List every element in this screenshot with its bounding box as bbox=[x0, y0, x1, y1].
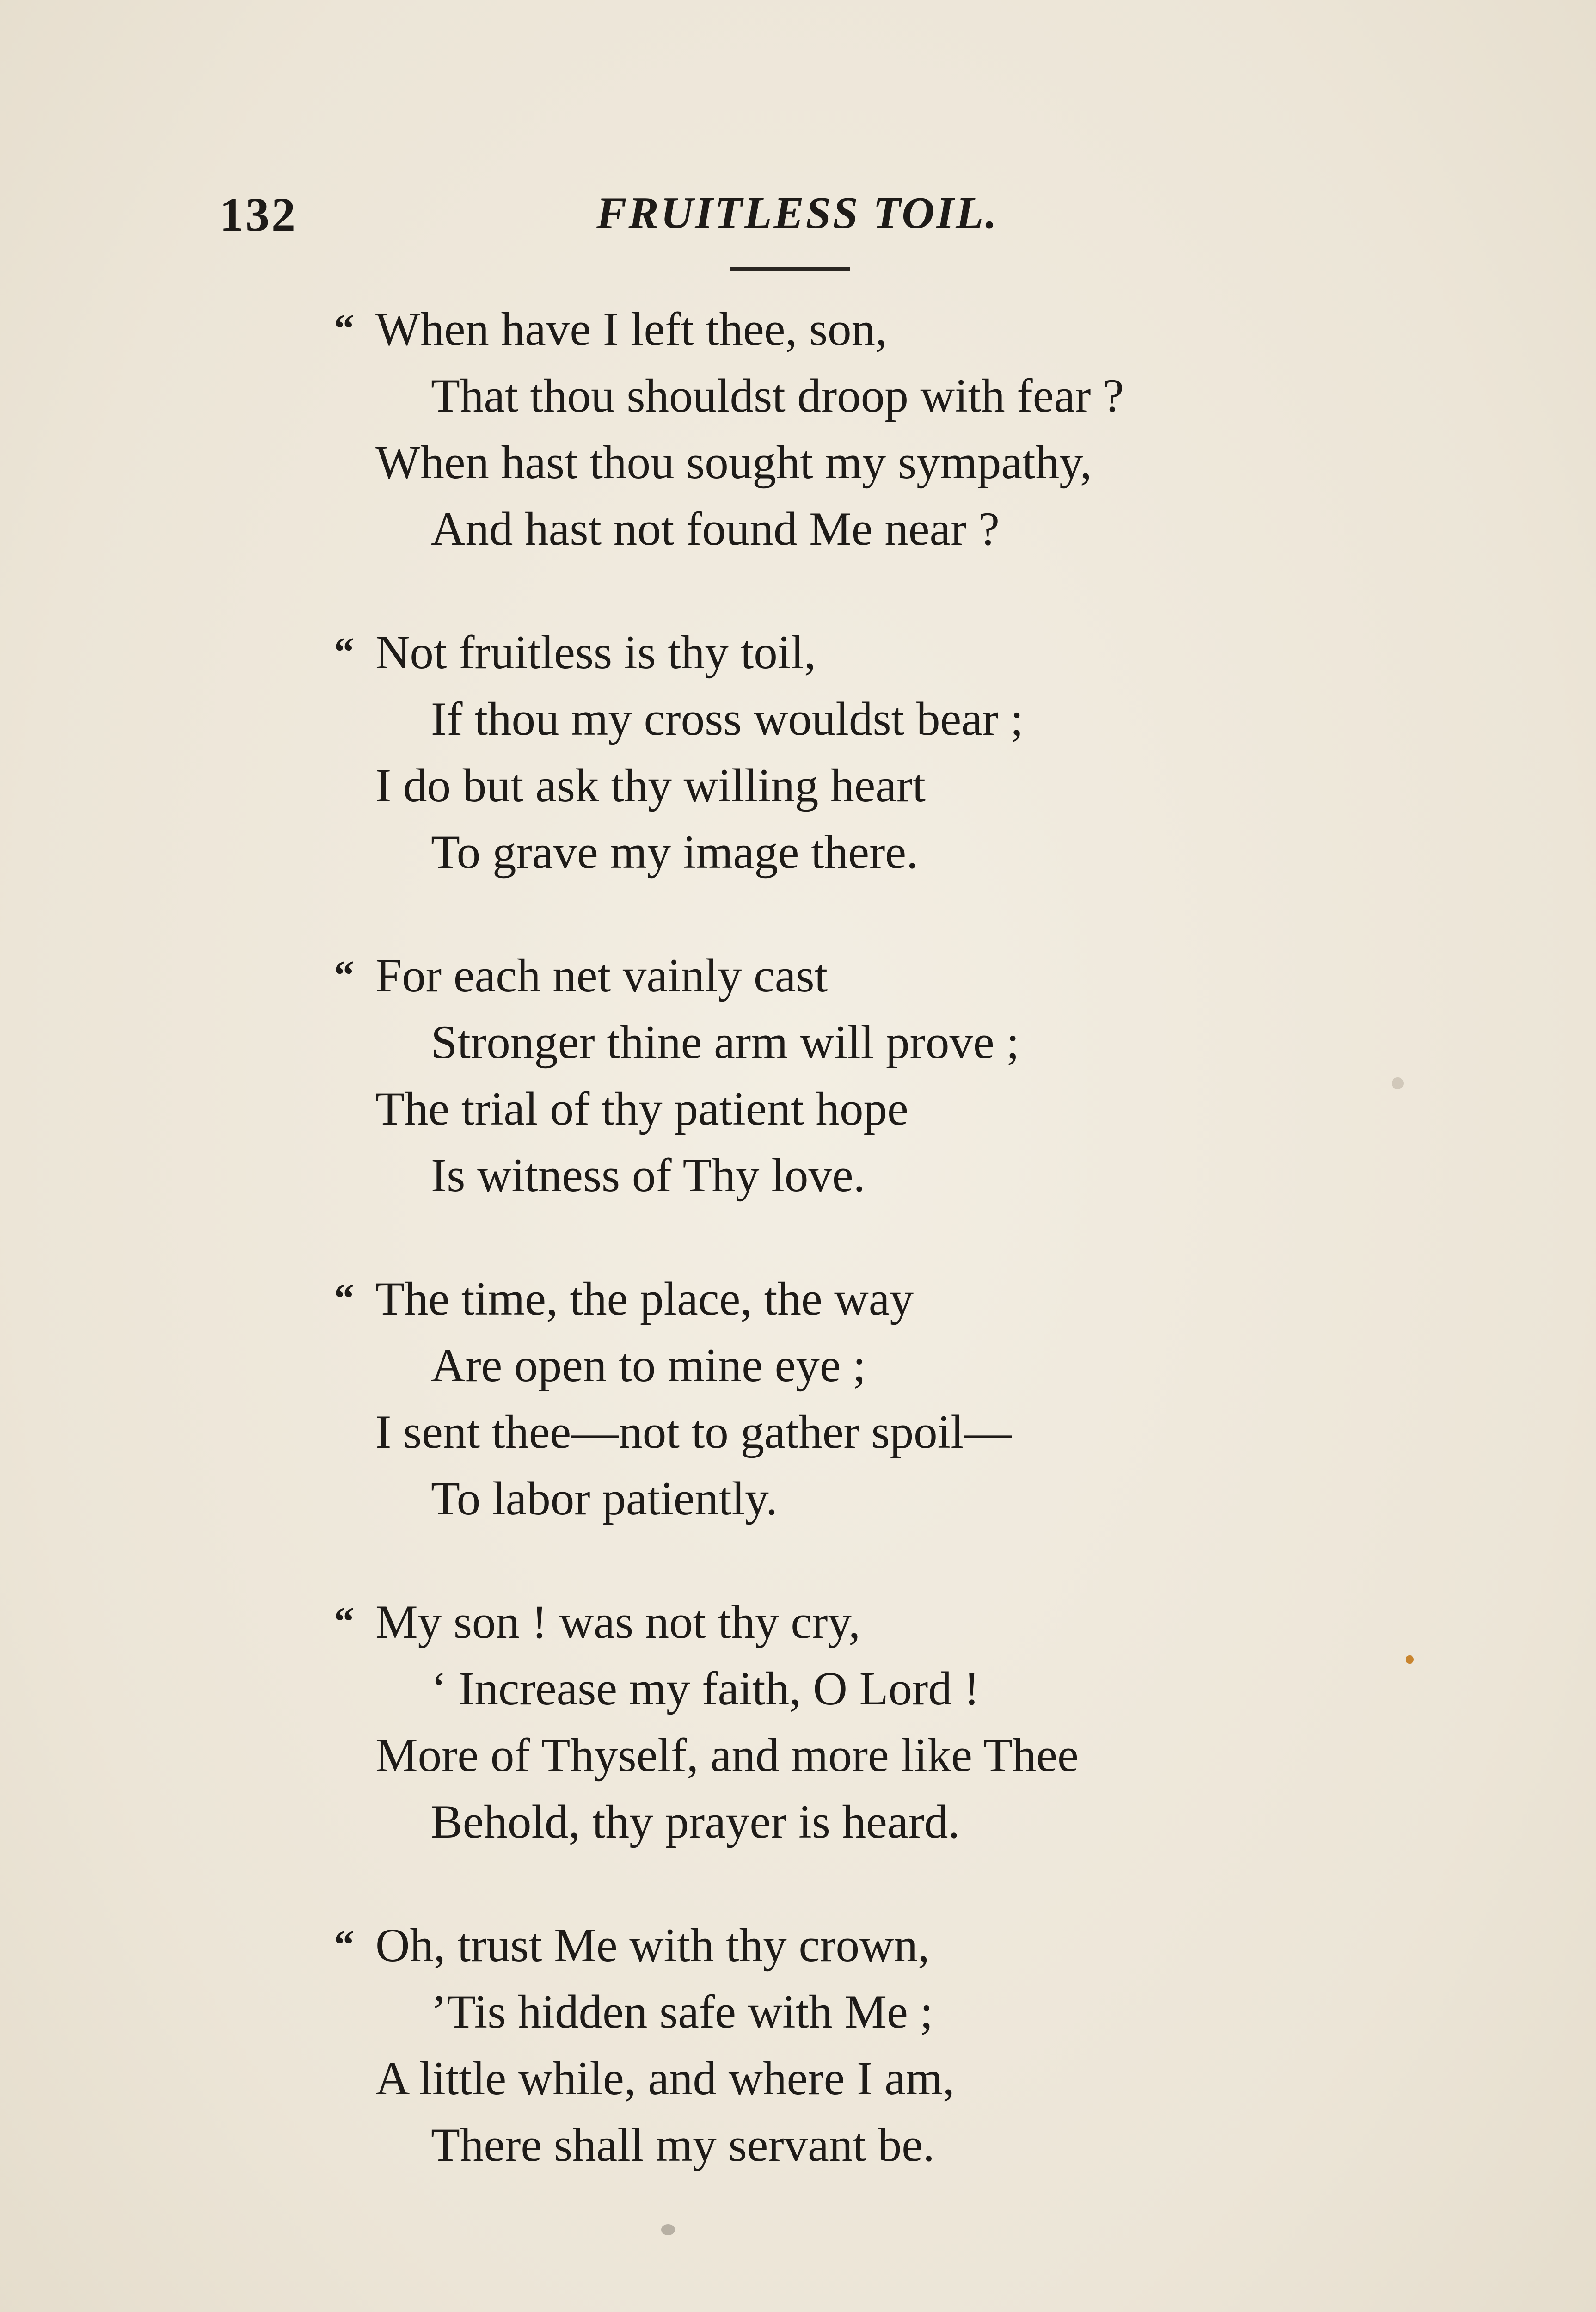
poem-line bbox=[0, 296, 1596, 363]
poem-line: To labor patiently. bbox=[431, 1472, 778, 1525]
stanza bbox=[0, 1266, 1596, 1532]
open-quote: “ bbox=[334, 1599, 354, 1644]
open-quote: “ bbox=[334, 1276, 354, 1321]
poem-line: I do but ask thy willing heart bbox=[375, 759, 926, 812]
poem-line bbox=[0, 1912, 1596, 1979]
poem-line: Are open to mine eye ; bbox=[431, 1339, 866, 1392]
running-title: FRUITLESS TOIL. bbox=[596, 188, 999, 238]
poem-line: Stronger thine arm will prove ; bbox=[431, 1016, 1019, 1069]
poem-line bbox=[0, 1266, 1596, 1332]
stanza bbox=[0, 296, 1596, 562]
poem-line: There shall my servant be. bbox=[431, 2119, 935, 2171]
poem-line: A little while, and where I am, bbox=[375, 2052, 955, 2105]
stanza bbox=[0, 1589, 1596, 1855]
poem-line: More of Thyself, and more like Thee bbox=[375, 1729, 1079, 1782]
line-text: Oh, trust Me with thy crown, bbox=[375, 1919, 930, 1972]
poem-line: The trial of thy patient hope bbox=[375, 1082, 908, 1135]
title-rule bbox=[730, 267, 850, 271]
poem bbox=[0, 296, 1596, 2235]
stanza bbox=[0, 1912, 1596, 2178]
poem-line: Behold, thy prayer is heard. bbox=[431, 1795, 960, 1848]
open-quote: “ bbox=[334, 953, 354, 998]
poem-line: To grave my image there. bbox=[431, 826, 918, 879]
poem-line bbox=[0, 619, 1596, 686]
line-text: For each net vainly cast bbox=[375, 949, 828, 1002]
poem-line: If thou my cross wouldst bear ; bbox=[431, 693, 1024, 745]
poem-line: When hast thou sought my sympathy, bbox=[375, 436, 1092, 489]
line-text: My son ! was not thy cry, bbox=[375, 1596, 860, 1648]
poem-line: That thou shouldst droop with fear ? bbox=[431, 369, 1124, 422]
poem-line bbox=[0, 942, 1596, 1009]
poem-line: Is witness of Thy love. bbox=[431, 1149, 866, 1202]
line-text: Not fruitless is thy toil, bbox=[375, 626, 816, 679]
open-quote: “ bbox=[334, 630, 354, 675]
stanza bbox=[0, 942, 1596, 1209]
line-text: When have I left thee, son, bbox=[375, 303, 887, 356]
poem-line: ‘ Increase my faith, O Lord ! bbox=[431, 1662, 980, 1715]
poem-line: I sent thee—not to gather spoil— bbox=[375, 1406, 1012, 1458]
open-quote: “ bbox=[334, 307, 354, 351]
stanza bbox=[0, 619, 1596, 885]
line-text: The time, the place, the way bbox=[375, 1273, 914, 1325]
poem-line: ’Tis hidden safe with Me ; bbox=[431, 1986, 933, 2038]
page-number: 132 bbox=[220, 188, 297, 241]
poem-line: And hast not found Me near ? bbox=[431, 503, 1000, 555]
open-quote: “ bbox=[334, 1923, 354, 1968]
poem-line bbox=[0, 1589, 1596, 1655]
